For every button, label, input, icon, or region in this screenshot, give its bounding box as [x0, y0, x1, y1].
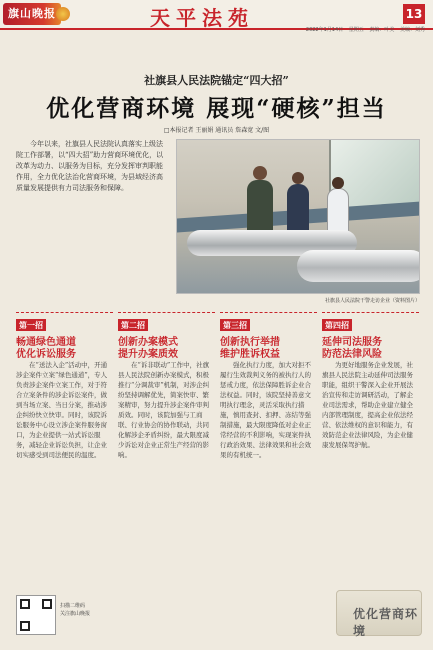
section-tag: 第二招 [118, 319, 148, 331]
section-tag: 第三招 [220, 319, 250, 331]
photo-caption: 社旗县人民法院干警走访企业（资料图片） [324, 298, 420, 304]
photo-person [287, 184, 309, 236]
section-body: 为更好地服务企业发展，社旗县人民法院主动延伸司法服务职能，组织干警深入企业开展法治宣传和走访调研活动，了解企业司法需求，帮助企业建立健全内部管理制度，提高企业依法经营、依法维权的意识和能力，有效防范企业法律风险，为企业健康发展保驾护航。 [322, 361, 413, 449]
section-body: 在“诉非联动”工作中，社旗县人民法院创新办案模式，积极推行“分调裁审”机制，对涉企纠纷坚持调解优先，简案快审、繁案精审，努力提升涉企案件审判质效。同时，该院加强与工商联、行业协会的协作联动，共同化解涉企矛盾纠纷，最大限度减少诉讼对企业正常生产经营的影响。 [118, 361, 210, 459]
section-body: 在“送法入企”活动中，开通涉企案件立案“绿色通道”，专人负责涉企案件立案工作，对于符合立案条件的涉企诉讼案件，做到当场立案、当日分案，推动涉企纠纷快立快审。同时，该院诉讼服务中心设立涉企案件服务窗口，为企业提供一站式诉讼服务，减轻企业诉讼负担，让企业切实感受到司法便民的温度。 [16, 361, 108, 459]
section-header [16, 312, 113, 360]
section-heading-line2: 维护胜诉权益 [220, 349, 280, 360]
article-headline: 优化营商环境 展现“硬核”担当 [46, 95, 387, 122]
lead-paragraph: 今年以来，社旗县人民法院认真落实上级法院工作部署，以“四大招”助力营商环境优化，以改革为动力、以服务为目标，充分发挥审判职能作用，全力优化法治化营商环境，为县域经济高质量发展提供有力司法服务和保障。 [16, 140, 164, 192]
section-heading-line1: 延伸司法服务 [322, 337, 382, 348]
section-heading-line2: 防范法律风险 [322, 349, 382, 360]
newspaper-logo: 旗山晚报 [3, 3, 61, 25]
photo-roller [297, 250, 420, 282]
section-heading-line1: 创新执行举措 [220, 337, 280, 348]
section-header [118, 312, 215, 360]
section-heading-line2: 优化诉讼服务 [16, 349, 76, 360]
section-tag: 第四招 [322, 319, 352, 331]
article-photo [176, 139, 420, 294]
section-header [220, 312, 317, 360]
qr-label [60, 602, 90, 618]
page-number-badge: 13 [403, 4, 425, 24]
section-heading-line2: 提升办案质效 [118, 349, 178, 360]
article-lead [16, 139, 166, 289]
section-column-3 [220, 312, 317, 632]
masthead-meta [302, 26, 425, 33]
section-title: 天平法苑 [150, 6, 254, 30]
section-column-2 [118, 312, 215, 632]
section-header [322, 312, 419, 360]
qr-label-line1: 扫描二维码 [60, 603, 86, 609]
section-heading-line1: 畅通绿色通道 [16, 337, 76, 348]
editor-credit: 责编：叶美 [369, 27, 395, 33]
section-heading-line1: 创新办案模式 [118, 337, 178, 348]
masthead [0, 0, 433, 33]
theme-stamp-text: 优化营商环境 [353, 607, 419, 638]
issue-date: 2022年1月14日 [305, 27, 344, 33]
article-byline: □本报记者 王丽娟 通讯员 詹森宽 文/图 [163, 127, 270, 134]
section-column-4 [322, 312, 419, 582]
qr-label-line2: 关注旗山晚报 [60, 611, 91, 617]
section-tag: 第一招 [16, 319, 46, 331]
theme-stamp [336, 590, 422, 636]
qr-code-icon[interactable] [16, 595, 56, 635]
article-kicker: 社旗县人民法院锚定“四大招” [144, 74, 289, 87]
issue-weekday: 星期五 [348, 27, 364, 33]
section-column-1 [16, 312, 113, 632]
designer-credit: 美编：刘秀 [399, 27, 425, 33]
section-body: 强化执行力度，加大对拒不履行生效裁判义务的被执行人的惩戒力度，依法保障胜诉企业合法权益。同时，该院坚持善意文明执行理念，灵活采取执行措施，慎用查封、扣押、冻结等强制措施，最大限度降低对企业正常经营的不利影响，实现案件执行政治效果、法律效果和社会效果的有机统一。 [220, 361, 311, 459]
